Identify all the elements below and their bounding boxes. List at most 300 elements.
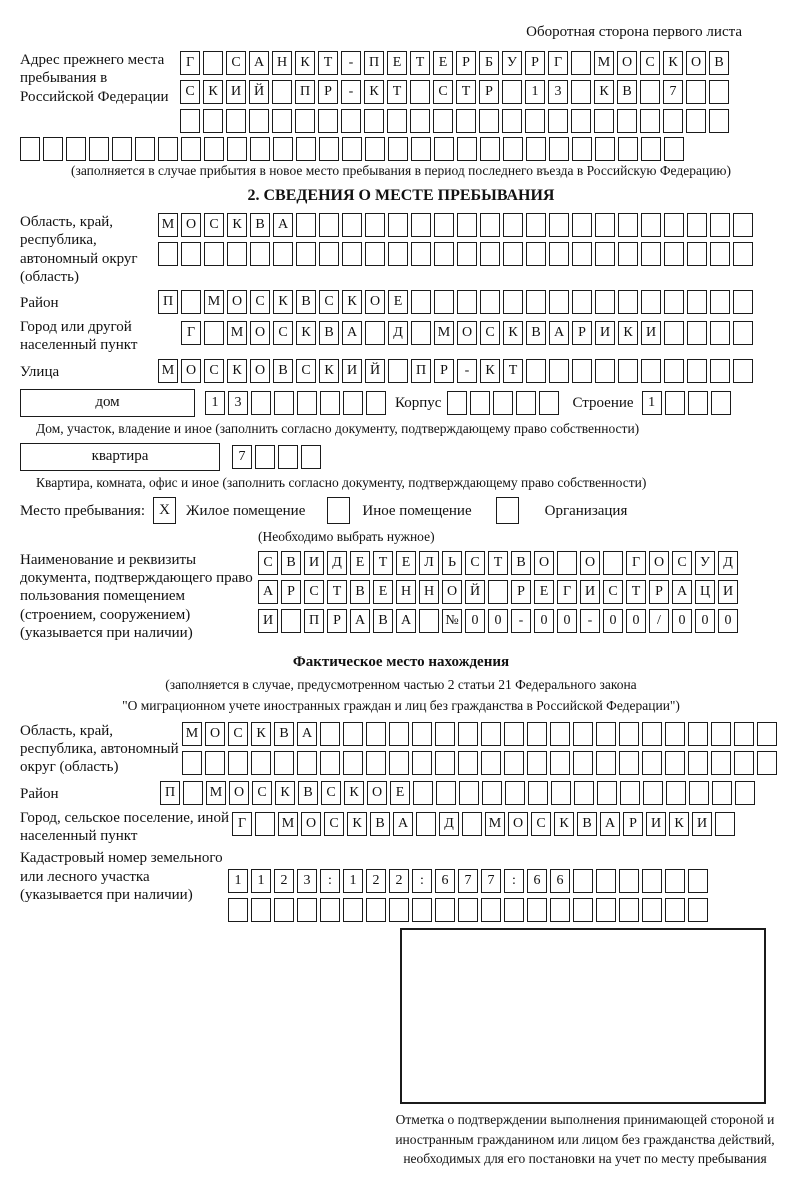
char-box[interactable]: В (281, 551, 301, 575)
char-box[interactable] (366, 391, 386, 415)
char-box[interactable] (66, 137, 86, 161)
char-box[interactable] (272, 109, 292, 133)
char-box[interactable]: М (158, 359, 178, 383)
char-box[interactable] (203, 109, 223, 133)
char-box[interactable]: В (709, 51, 729, 75)
char-box[interactable]: : (320, 869, 340, 893)
char-box[interactable] (457, 137, 477, 161)
char-box[interactable]: 6 (527, 869, 547, 893)
char-box[interactable] (43, 137, 63, 161)
char-box[interactable] (296, 137, 316, 161)
char-box[interactable] (666, 781, 686, 805)
char-box[interactable]: Т (626, 580, 646, 604)
char-box[interactable]: М (182, 722, 202, 746)
char-box[interactable] (596, 751, 616, 775)
char-box[interactable] (416, 812, 436, 836)
char-box[interactable] (255, 445, 275, 469)
char-box[interactable] (710, 213, 730, 237)
char-box[interactable]: С (304, 580, 324, 604)
char-box[interactable] (640, 80, 660, 104)
char-box[interactable]: К (364, 80, 384, 104)
char-box[interactable]: О (534, 551, 554, 575)
char-box[interactable]: Г (232, 812, 252, 836)
char-box[interactable]: Б (479, 51, 499, 75)
char-box[interactable] (550, 898, 570, 922)
char-box[interactable]: 0 (465, 609, 485, 633)
char-box[interactable] (709, 109, 729, 133)
char-box[interactable] (686, 80, 706, 104)
char-box[interactable] (457, 290, 477, 314)
char-box[interactable] (664, 359, 684, 383)
char-box[interactable] (181, 137, 201, 161)
char-box[interactable]: Р (318, 80, 338, 104)
char-box[interactable] (550, 722, 570, 746)
char-box[interactable] (502, 109, 522, 133)
char-box[interactable]: В (350, 580, 370, 604)
char-box[interactable]: И (641, 321, 661, 345)
char-box[interactable] (364, 109, 384, 133)
checkbox-other-premises[interactable] (327, 497, 350, 524)
char-box[interactable]: В (373, 609, 393, 633)
char-box[interactable]: М (434, 321, 454, 345)
char-box[interactable] (715, 812, 735, 836)
char-box[interactable] (504, 751, 524, 775)
char-box[interactable] (526, 290, 546, 314)
char-box[interactable] (734, 751, 754, 775)
char-box[interactable] (526, 137, 546, 161)
char-box[interactable] (528, 781, 548, 805)
char-box[interactable] (733, 213, 753, 237)
char-box[interactable] (502, 80, 522, 104)
char-box[interactable] (366, 898, 386, 922)
char-box[interactable]: Р (479, 80, 499, 104)
char-box[interactable] (689, 781, 709, 805)
char-box[interactable] (618, 137, 638, 161)
char-box[interactable]: 1 (228, 869, 248, 893)
char-box[interactable]: О (686, 51, 706, 75)
char-box[interactable] (595, 242, 615, 266)
checkbox-residential[interactable]: X (153, 497, 176, 524)
char-box[interactable]: Е (433, 51, 453, 75)
checkbox-organization[interactable] (496, 497, 519, 524)
char-box[interactable]: С (204, 359, 224, 383)
char-box[interactable] (596, 898, 616, 922)
char-box[interactable]: Т (327, 580, 347, 604)
char-box[interactable] (295, 109, 315, 133)
char-box[interactable]: В (274, 722, 294, 746)
char-box[interactable]: И (226, 80, 246, 104)
char-box[interactable] (204, 321, 224, 345)
char-box[interactable] (181, 290, 201, 314)
char-box[interactable] (480, 137, 500, 161)
char-box[interactable]: С (433, 80, 453, 104)
char-box[interactable]: А (258, 580, 278, 604)
char-box[interactable] (274, 898, 294, 922)
char-box[interactable] (470, 391, 490, 415)
char-box[interactable]: Н (272, 51, 292, 75)
char-box[interactable]: 7 (663, 80, 683, 104)
char-box[interactable]: С (180, 80, 200, 104)
char-box[interactable]: : (504, 869, 524, 893)
char-box[interactable] (389, 751, 409, 775)
char-box[interactable]: Р (572, 321, 592, 345)
char-box[interactable] (641, 213, 661, 237)
char-box[interactable]: А (600, 812, 620, 836)
char-box[interactable] (664, 321, 684, 345)
char-box[interactable]: С (640, 51, 660, 75)
char-box[interactable]: И (342, 359, 362, 383)
char-box[interactable] (503, 213, 523, 237)
char-box[interactable] (712, 781, 732, 805)
char-box[interactable]: К (275, 781, 295, 805)
char-box[interactable]: У (502, 51, 522, 75)
char-box[interactable]: 1 (525, 80, 545, 104)
char-box[interactable] (642, 898, 662, 922)
char-box[interactable] (617, 109, 637, 133)
char-box[interactable] (342, 242, 362, 266)
char-box[interactable] (551, 781, 571, 805)
char-box[interactable] (205, 751, 225, 775)
char-box[interactable] (664, 242, 684, 266)
char-box[interactable]: К (618, 321, 638, 345)
char-box[interactable] (183, 781, 203, 805)
char-box[interactable] (181, 242, 201, 266)
char-box[interactable] (573, 751, 593, 775)
char-box[interactable] (557, 551, 577, 575)
char-box[interactable] (549, 213, 569, 237)
char-box[interactable] (318, 109, 338, 133)
char-box[interactable] (296, 213, 316, 237)
char-box[interactable]: С (258, 551, 278, 575)
char-box[interactable]: - (341, 80, 361, 104)
char-box[interactable] (273, 137, 293, 161)
char-box[interactable]: 7 (481, 869, 501, 893)
char-box[interactable] (527, 751, 547, 775)
char-box[interactable]: И (595, 321, 615, 345)
char-box[interactable]: 2 (366, 869, 386, 893)
char-box[interactable]: В (526, 321, 546, 345)
char-box[interactable] (597, 781, 617, 805)
char-box[interactable] (343, 898, 363, 922)
char-box[interactable] (480, 242, 500, 266)
char-box[interactable] (297, 391, 317, 415)
char-box[interactable] (158, 242, 178, 266)
char-box[interactable]: М (158, 213, 178, 237)
char-box[interactable]: Т (503, 359, 523, 383)
char-box[interactable] (710, 290, 730, 314)
char-box[interactable]: В (298, 781, 318, 805)
char-box[interactable]: Д (718, 551, 738, 575)
char-box[interactable] (664, 213, 684, 237)
char-box[interactable]: 3 (228, 391, 248, 415)
char-box[interactable] (365, 321, 385, 345)
char-box[interactable] (158, 137, 178, 161)
char-box[interactable] (619, 751, 639, 775)
char-box[interactable]: С (204, 213, 224, 237)
char-box[interactable]: 1 (642, 391, 662, 415)
char-box[interactable] (573, 869, 593, 893)
char-box[interactable]: 0 (626, 609, 646, 633)
char-box[interactable] (549, 359, 569, 383)
char-box[interactable] (710, 321, 730, 345)
char-box[interactable] (488, 580, 508, 604)
char-box[interactable]: Р (327, 609, 347, 633)
char-box[interactable]: Г (180, 51, 200, 75)
char-box[interactable]: Г (557, 580, 577, 604)
char-box[interactable] (251, 751, 271, 775)
char-box[interactable]: О (580, 551, 600, 575)
char-box[interactable]: К (227, 359, 247, 383)
char-box[interactable]: Г (548, 51, 568, 75)
char-box[interactable]: В (273, 359, 293, 383)
char-box[interactable]: В (370, 812, 390, 836)
char-box[interactable] (663, 109, 683, 133)
char-box[interactable]: Й (465, 580, 485, 604)
char-box[interactable]: С (603, 580, 623, 604)
char-box[interactable] (434, 242, 454, 266)
char-box[interactable]: Д (388, 321, 408, 345)
char-box[interactable]: М (485, 812, 505, 836)
char-box[interactable] (757, 751, 777, 775)
char-box[interactable] (527, 722, 547, 746)
char-box[interactable] (572, 359, 592, 383)
char-box[interactable] (319, 242, 339, 266)
char-box[interactable] (665, 898, 685, 922)
char-box[interactable] (687, 321, 707, 345)
char-box[interactable]: Й (249, 80, 269, 104)
char-box[interactable]: Д (327, 551, 347, 575)
char-box[interactable] (642, 869, 662, 893)
char-box[interactable] (203, 51, 223, 75)
char-box[interactable] (573, 722, 593, 746)
char-box[interactable]: П (160, 781, 180, 805)
char-box[interactable] (619, 898, 639, 922)
char-box[interactable]: / (649, 609, 669, 633)
char-box[interactable]: О (205, 722, 225, 746)
char-box[interactable]: № (442, 609, 462, 633)
char-box[interactable]: Н (396, 580, 416, 604)
char-box[interactable]: А (549, 321, 569, 345)
char-box[interactable]: К (663, 51, 683, 75)
char-box[interactable]: В (617, 80, 637, 104)
char-box[interactable] (411, 321, 431, 345)
char-box[interactable]: О (457, 321, 477, 345)
char-box[interactable]: 1 (343, 869, 363, 893)
char-box[interactable]: Р (511, 580, 531, 604)
char-box[interactable] (688, 898, 708, 922)
char-box[interactable] (435, 751, 455, 775)
char-box[interactable] (572, 213, 592, 237)
char-box[interactable]: К (295, 51, 315, 75)
char-box[interactable]: 6 (435, 869, 455, 893)
char-box[interactable]: Т (456, 80, 476, 104)
char-box[interactable] (274, 391, 294, 415)
char-box[interactable]: К (503, 321, 523, 345)
char-box[interactable] (481, 898, 501, 922)
char-box[interactable]: П (411, 359, 431, 383)
char-box[interactable]: Е (390, 781, 410, 805)
char-box[interactable] (457, 213, 477, 237)
char-box[interactable]: Р (434, 359, 454, 383)
char-box[interactable]: О (365, 290, 385, 314)
char-box[interactable] (388, 137, 408, 161)
char-box[interactable]: А (350, 609, 370, 633)
char-box[interactable]: П (158, 290, 178, 314)
char-box[interactable] (618, 359, 638, 383)
char-box[interactable] (343, 722, 363, 746)
char-box[interactable]: Р (525, 51, 545, 75)
char-box[interactable]: М (206, 781, 226, 805)
char-box[interactable] (641, 359, 661, 383)
char-box[interactable] (182, 751, 202, 775)
char-box[interactable]: К (344, 781, 364, 805)
char-box[interactable]: О (442, 580, 462, 604)
char-box[interactable] (411, 213, 431, 237)
char-box[interactable] (619, 869, 639, 893)
char-box[interactable] (278, 445, 298, 469)
char-box[interactable] (664, 290, 684, 314)
char-box[interactable] (618, 242, 638, 266)
char-box[interactable] (342, 213, 362, 237)
char-box[interactable]: - (580, 609, 600, 633)
char-box[interactable] (365, 213, 385, 237)
char-box[interactable] (595, 213, 615, 237)
char-box[interactable]: Р (281, 580, 301, 604)
char-box[interactable] (342, 137, 362, 161)
char-box[interactable]: А (672, 580, 692, 604)
char-box[interactable]: Г (626, 551, 646, 575)
char-box[interactable]: О (250, 321, 270, 345)
char-box[interactable] (387, 109, 407, 133)
char-box[interactable] (573, 898, 593, 922)
char-box[interactable] (735, 781, 755, 805)
char-box[interactable] (458, 751, 478, 775)
char-box[interactable] (434, 213, 454, 237)
char-box[interactable]: К (554, 812, 574, 836)
char-box[interactable]: О (229, 781, 249, 805)
char-box[interactable]: Т (410, 51, 430, 75)
char-box[interactable] (571, 51, 591, 75)
char-box[interactable]: Т (373, 551, 393, 575)
char-box[interactable] (688, 722, 708, 746)
char-box[interactable] (458, 898, 478, 922)
char-box[interactable] (435, 898, 455, 922)
char-box[interactable]: В (319, 321, 339, 345)
char-box[interactable] (434, 290, 454, 314)
char-box[interactable]: Р (649, 580, 669, 604)
char-box[interactable]: К (347, 812, 367, 836)
char-box[interactable] (296, 242, 316, 266)
char-box[interactable] (516, 391, 536, 415)
char-box[interactable]: Л (419, 551, 439, 575)
char-box[interactable] (251, 898, 271, 922)
char-box[interactable] (458, 722, 478, 746)
char-box[interactable] (665, 391, 685, 415)
char-box[interactable] (180, 109, 200, 133)
char-box[interactable] (642, 751, 662, 775)
char-box[interactable] (595, 290, 615, 314)
char-box[interactable] (665, 722, 685, 746)
char-box[interactable] (366, 722, 386, 746)
char-box[interactable]: В (296, 290, 316, 314)
char-box[interactable]: О (301, 812, 321, 836)
char-box[interactable] (734, 722, 754, 746)
char-box[interactable]: 1 (205, 391, 225, 415)
char-box[interactable]: Й (365, 359, 385, 383)
char-box[interactable]: О (367, 781, 387, 805)
char-box[interactable] (733, 242, 753, 266)
char-box[interactable] (480, 290, 500, 314)
char-box[interactable] (319, 137, 339, 161)
char-box[interactable]: С (465, 551, 485, 575)
char-box[interactable] (273, 242, 293, 266)
char-box[interactable] (410, 80, 430, 104)
char-box[interactable] (297, 898, 317, 922)
char-box[interactable]: О (617, 51, 637, 75)
char-box[interactable] (250, 242, 270, 266)
char-box[interactable]: - (457, 359, 477, 383)
char-box[interactable]: М (594, 51, 614, 75)
char-box[interactable] (687, 290, 707, 314)
char-box[interactable] (664, 137, 684, 161)
char-box[interactable] (411, 137, 431, 161)
char-box[interactable] (688, 391, 708, 415)
char-box[interactable]: К (669, 812, 689, 836)
char-box[interactable] (733, 359, 753, 383)
char-box[interactable]: С (321, 781, 341, 805)
char-box[interactable]: 0 (534, 609, 554, 633)
char-box[interactable] (255, 812, 275, 836)
char-box[interactable]: Г (181, 321, 201, 345)
char-box[interactable]: П (304, 609, 324, 633)
char-box[interactable] (757, 722, 777, 746)
char-box[interactable] (320, 751, 340, 775)
char-box[interactable] (641, 242, 661, 266)
char-box[interactable] (343, 391, 363, 415)
char-box[interactable]: 2 (389, 869, 409, 893)
char-box[interactable] (710, 242, 730, 266)
char-box[interactable] (482, 781, 502, 805)
char-box[interactable]: : (412, 869, 432, 893)
char-box[interactable]: Е (534, 580, 554, 604)
char-box[interactable] (687, 242, 707, 266)
char-box[interactable]: Е (350, 551, 370, 575)
char-box[interactable] (249, 109, 269, 133)
char-box[interactable] (419, 609, 439, 633)
char-box[interactable] (548, 109, 568, 133)
char-box[interactable]: Н (419, 580, 439, 604)
char-box[interactable] (641, 137, 661, 161)
char-box[interactable]: А (396, 609, 416, 633)
char-box[interactable]: К (296, 321, 316, 345)
char-box[interactable]: 3 (548, 80, 568, 104)
char-box[interactable] (412, 722, 432, 746)
char-box[interactable]: И (718, 580, 738, 604)
char-box[interactable]: С (296, 359, 316, 383)
char-box[interactable] (596, 722, 616, 746)
char-box[interactable] (539, 391, 559, 415)
char-box[interactable] (711, 751, 731, 775)
char-box[interactable]: К (342, 290, 362, 314)
char-box[interactable] (228, 751, 248, 775)
char-box[interactable] (527, 898, 547, 922)
char-box[interactable]: Ц (695, 580, 715, 604)
char-box[interactable]: Р (623, 812, 643, 836)
char-box[interactable]: М (204, 290, 224, 314)
char-box[interactable] (274, 751, 294, 775)
char-box[interactable]: А (393, 812, 413, 836)
char-box[interactable] (571, 109, 591, 133)
